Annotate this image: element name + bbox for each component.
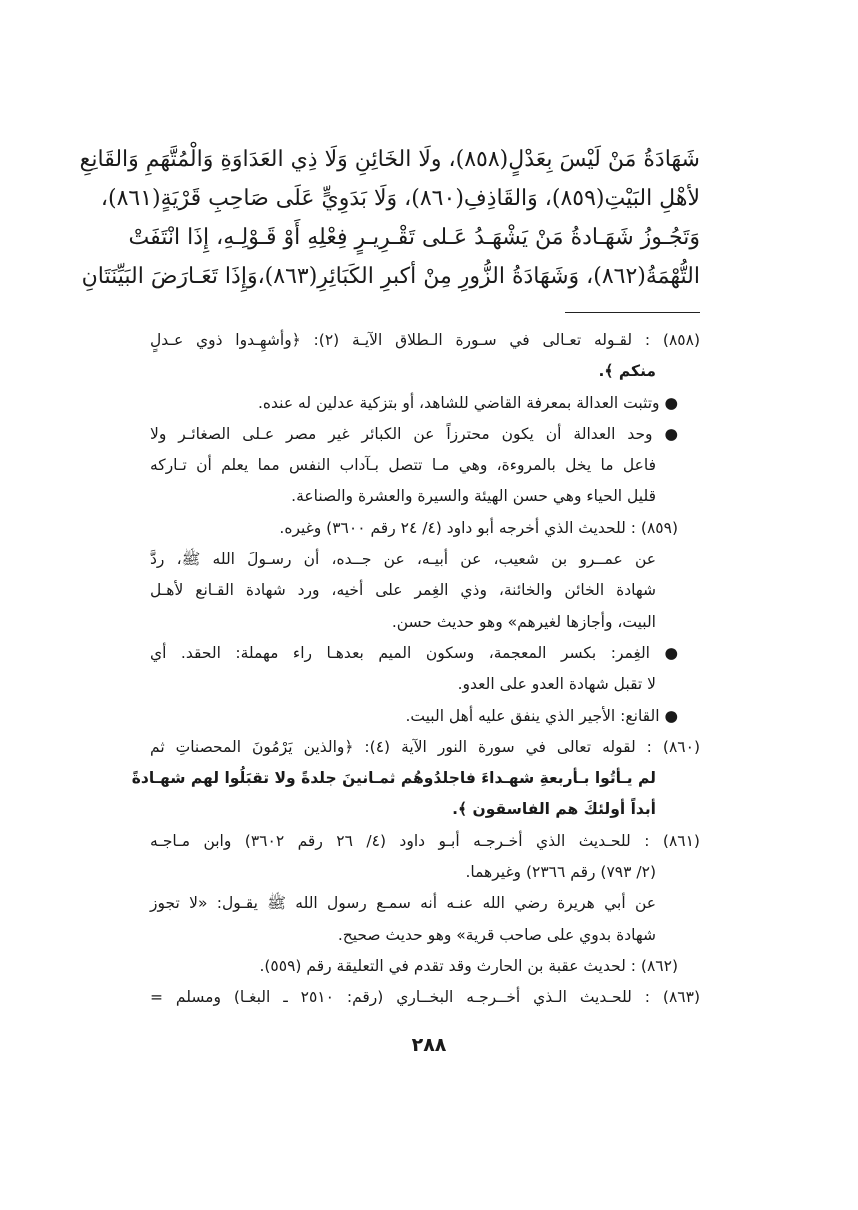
footnote-861-line: شهادة بدوي على صاحب قرية» وهو حديث صحيح. xyxy=(337,925,656,944)
main-text-line: التُّهْمَةُ(٨٦٢)، وَشَهَادَةُ الزُّورِ مِنْ أكبرِ الكَبَائِرِ(٨٦٣)،وَإِذَا تَعَـارَضَ البَيِّنَتَانِ xyxy=(81,264,700,289)
footnote-860-line: (٨٦٠) : لقوله تعالى في سورة النور الآية (٤): ﴿والذين يَرْمُونَ المحصناتِ ثم xyxy=(150,737,700,756)
main-text-line: وَتَجُـوزُ شَهَـادةُ مَنْ يَشْهَـدُ عَـلى تَقْـرِيـرٍ فِعْلِهِ أَوْ قَـوْلِـهِ، إِذَا انْتَفَتْ xyxy=(128,225,700,250)
footnote-860-line: أبداً أولئكَ هم الفاسقون ﴾. xyxy=(452,800,656,819)
main-text-line: لأهْلِ البَيْتِ(٨٥٩)، وَالقَاذِفِ(٨٦٠)، وَلَا بَدَوِيٍّ عَلَى صَاحِبِ قَرْيَةٍ(٨٦١)، xyxy=(100,186,700,211)
footnote-858-bullet: ● وحد العدالة أن يكون محترزاً عن الكبائر غير مصر عـلى الصغائـر ولا xyxy=(150,424,678,443)
footnote-859-bullet: ● الغِمر: بكسر المعجمة، وسكون الميم بعدهـا راء مهملة: الحقد. أي xyxy=(150,643,678,662)
footnote-861-line: (٨٦١) : للحـديث الذي أخـرجـه أبـو داود (٤/ ٢٦ رقم ٣٦٠٢) وابن مـاجـه xyxy=(150,831,700,850)
footnote-859-line: البيت، وأجازها لغيرهم» وهو حديث حسن. xyxy=(391,612,656,631)
footnote-862-line: (٨٦٢) : لحديث عقبة بن الحارث وقد تقدم في التعليقة رقم (٥٥٩). xyxy=(259,956,678,975)
main-text-line: شَهَادَةُ مَنْ لَيْسَ بِعَدْلٍ(٨٥٨)، ولَا الخَائِنِ وَلَا ذِي العَدَاوَةِ وَالْمُتَّهَمِ وَالقَانِعِ xyxy=(79,147,700,172)
footnotes xyxy=(131,325,701,1014)
footnote-860-line: لم يـأتُوا بـأربعةِ شهـداءَ فاجلدُوهُم ثمـانينَ جلدةً ولا تقبَلُوا لهم شهـادةً xyxy=(131,769,656,788)
footnote-858-line: (٨٥٨) : لقـوله تعـالى في سـورة الـطلاق الآيـة (٢): ﴿وأشهِـدوا ذوي عـدلٍ xyxy=(150,331,701,349)
footnote-858-line: قليل الحياء وهي حسن الهيئة والسيرة والعشرة والصناعة. xyxy=(291,487,656,506)
footnote-858-bullet: ● وتثبت العدالة بمعرفة القاضي للشاهد، أو بتزكية عدلين له عنده. xyxy=(258,393,678,412)
footnote-863-line: (٨٦٣) : للحـديث الـذي أخــرجـه البخــاري (رقم: ٢٥١٠ ـ البغـا) ومسلم = xyxy=(150,988,700,1007)
footnote-separator xyxy=(565,312,700,313)
footnote-859-line: لا تقبل شهادة العدو على العدو. xyxy=(457,675,656,694)
footnote-858-line: فاعل ما يخل بالمروءة، وهي مـا تتصل بـآداب النفس مما يعلم أن تـاركه xyxy=(150,456,656,475)
footnote-861-line: (٢/ ٧٩٣) رقم ٢٣٦٦) وغيرهما. xyxy=(465,863,656,882)
page-number: ٢٨٨ xyxy=(411,1034,447,1056)
footnote-859-line: شهادة الخائن والخائنة، وذي الغِمر على أخيه، ورد شهادة القـانع لأهـل xyxy=(150,581,656,600)
page xyxy=(79,140,701,1014)
footnote-858-line: منكم ﴾. xyxy=(598,362,656,381)
footnote-859-bullet: ● القانع: الأجير الذي ينفق عليه أهل البيت. xyxy=(405,706,678,725)
main-text xyxy=(79,140,700,296)
footnote-861-line: عن أبي هريرة رضي الله عنـه أنه سمـع رسول الله ﷺ يقـول: «لا تجوز xyxy=(150,894,656,913)
footnote-859-line: (٨٥٩) : للحديث الذي أخرجه أبو داود (٤/ ٢٤ رقم ٣٦٠٠) وغيره. xyxy=(279,518,678,537)
footnote-859-line: عن عمــرو بن شعيب، عن أبيـه، عن جــده، أن رسـولَ الله ﷺ، ردَّ xyxy=(150,550,656,569)
